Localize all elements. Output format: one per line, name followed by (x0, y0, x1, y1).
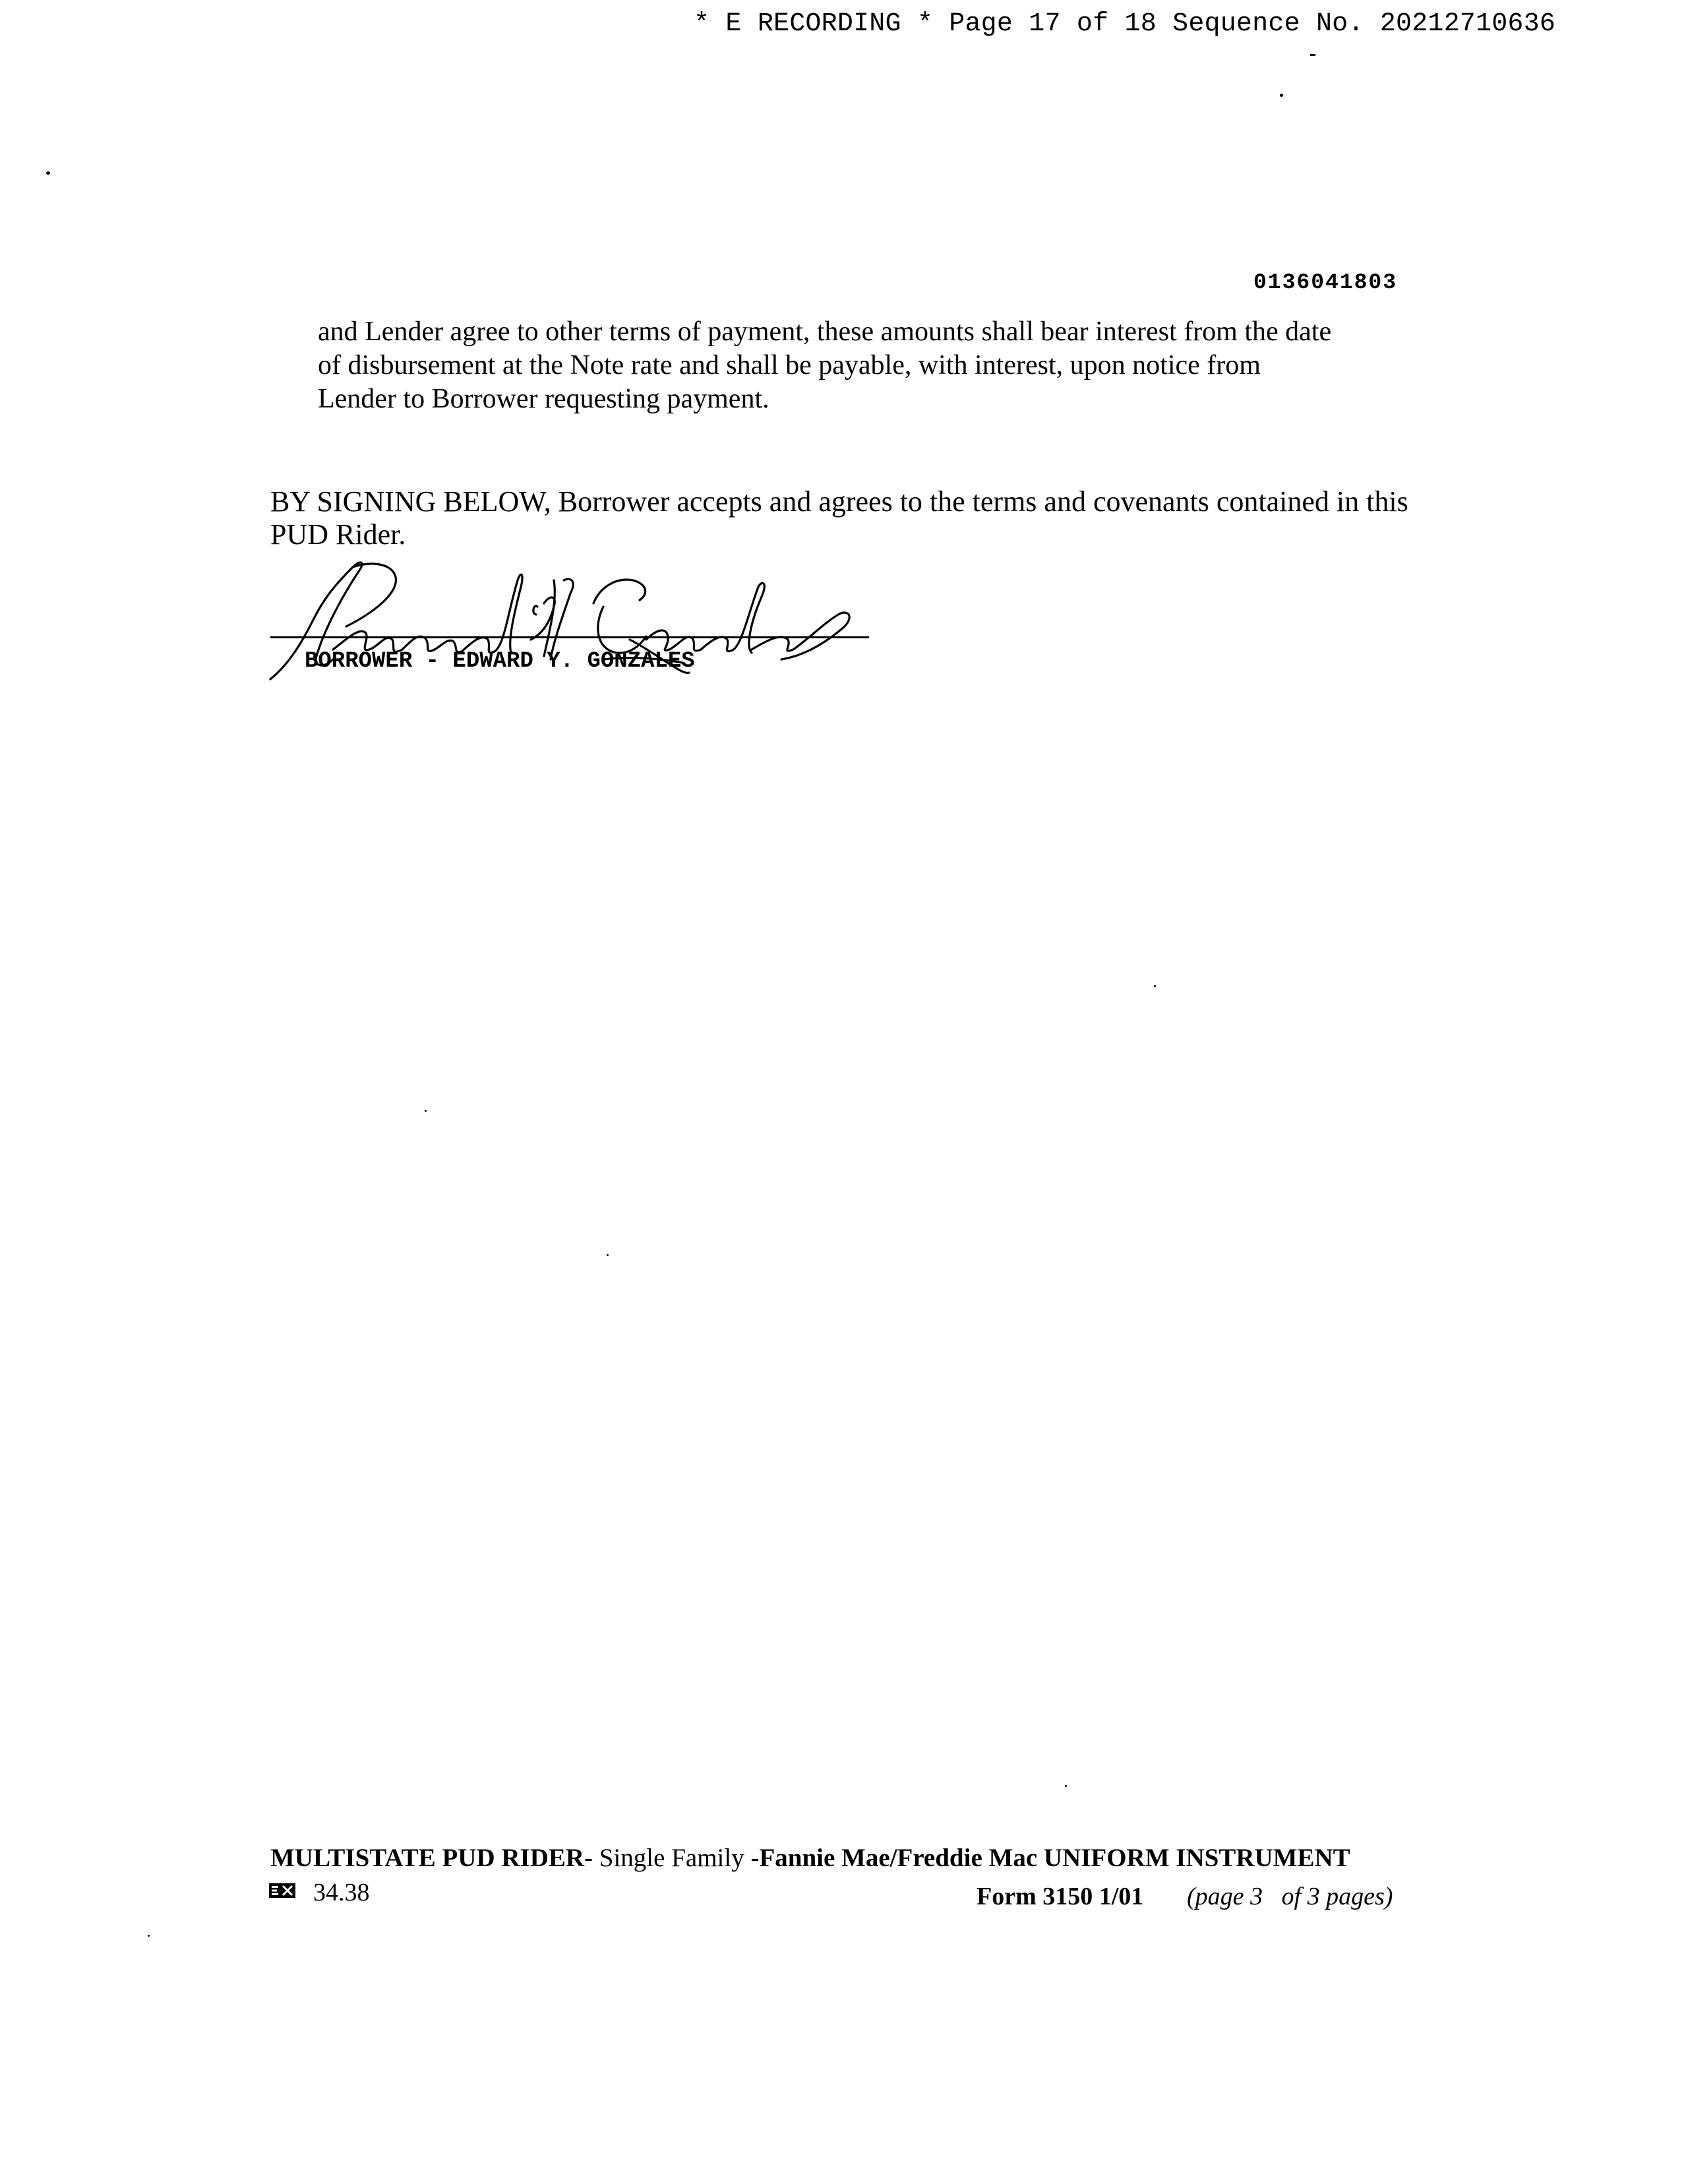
scan-speck (148, 1935, 150, 1937)
form-title-middle: - Single Family - (584, 1844, 760, 1872)
form-title-bold: MULTISTATE PUD RIDER (270, 1844, 585, 1872)
scan-speck (425, 1110, 427, 1112)
signature-line (270, 636, 869, 638)
form-title (270, 1843, 1350, 1873)
form-number: Form 3150 1/01 (977, 1883, 1144, 1910)
scan-speck (1065, 1785, 1067, 1787)
scan-speck (607, 1254, 609, 1256)
scan-speck (1310, 54, 1315, 56)
recording-stamp: * E RECORDING * Page 17 of 18 Sequence No. 20212710636 (694, 9, 1556, 39)
scan-speck (46, 171, 50, 175)
borrower-signature-caption: BORROWER - EDWARD Y. GONZALES (305, 649, 695, 674)
paragraph-line: BY SIGNING BELOW, Borrower accepts and agrees to the terms and covenants contained in this (270, 485, 1408, 518)
form-code: 34.38 (313, 1879, 370, 1906)
paragraph-line: PUD Rider. (270, 518, 406, 551)
form-title-end: Fannie Mae/Freddie Mac UNIFORM INSTRUMENT (759, 1844, 1350, 1872)
continuation-paragraph (318, 315, 1373, 416)
form-logo-icon (268, 1883, 296, 1898)
loan-number: 0136041803 (1253, 270, 1398, 295)
paragraph-line: and Lender agree to other terms of payment, these amounts shall bear interest from the date (318, 317, 1332, 347)
page-indicator: (page 3 of 3 pages) (1187, 1883, 1393, 1910)
paragraph-line: of disbursement at the Note rate and shall be payable, with interest, upon notice from (318, 350, 1261, 380)
scan-speck (1154, 985, 1156, 987)
scan-speck (1280, 94, 1283, 97)
paragraph-line: Lender to Borrower requesting payment. (318, 384, 769, 414)
